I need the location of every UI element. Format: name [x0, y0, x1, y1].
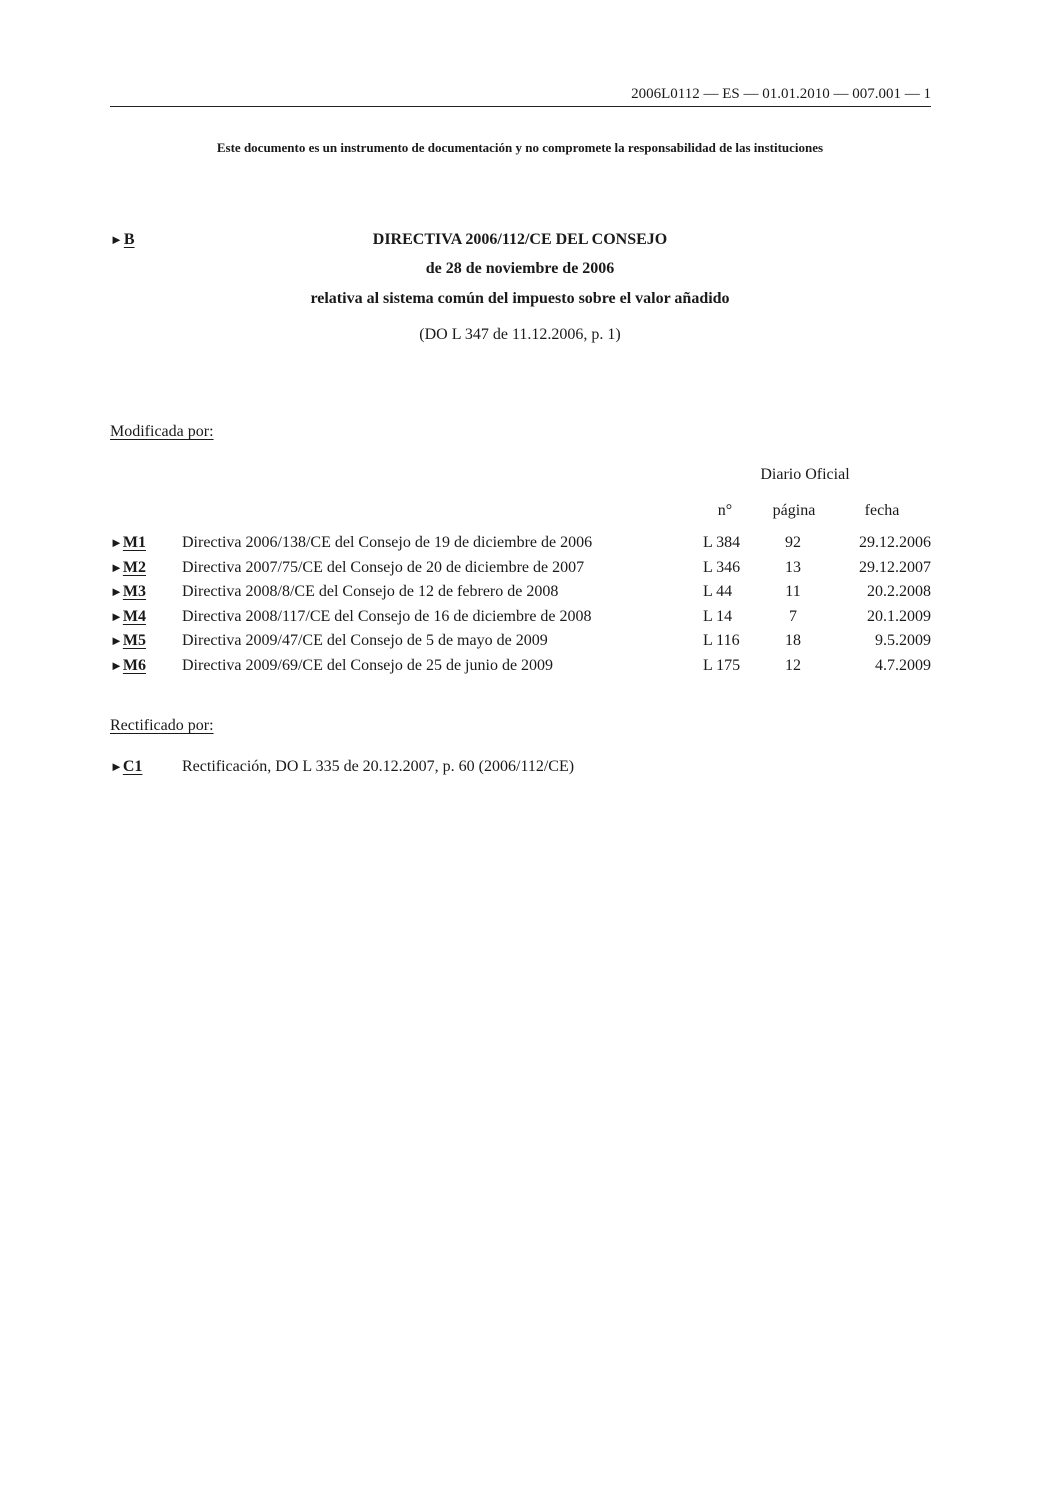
- amendment-journal-date: 4.7.2009: [875, 657, 931, 674]
- amendment-journal-page: 18: [785, 632, 801, 650]
- table-row: [0, 608, 1060, 630]
- amendment-marker[interactable]: [110, 608, 146, 626]
- table-row: [0, 657, 1060, 679]
- amendment-journal-number: L 384: [703, 534, 741, 551]
- amendment-journal-page: 11: [785, 583, 801, 601]
- column-number-header: n°: [717, 502, 733, 519]
- arrow-right-icon: ►: [110, 759, 123, 774]
- amendment-code-link[interactable]: M2: [122, 558, 146, 576]
- amendment-description: Directiva 2006/138/CE del Consejo de 19 de diciembre de 2006: [182, 534, 593, 551]
- amendment-journal-page: 13: [785, 558, 801, 576]
- amendment-journal-date: 20.1.2009: [867, 607, 931, 625]
- amendment-description: Directiva 2008/117/CE del Consejo de 16 de diciembre de 2008: [182, 607, 592, 625]
- table-row: [0, 534, 1060, 556]
- directive-subject-line: relativa al sistema común del impuesto sobre el valor añadido: [310, 290, 730, 307]
- journal-heading: Diario Oficial: [760, 466, 850, 483]
- amendment-description: Directiva 2009/69/CE del Consejo de 25 de junio de 2009: [182, 657, 554, 674]
- amendment-journal-date: 20.2.2008: [867, 583, 931, 601]
- arrow-right-icon: ►: [110, 535, 123, 550]
- amendment-journal-number: L 116: [703, 632, 740, 650]
- disclaimer-text: Este documento es un instrumento de documentación y no compromete la responsabilidad de las instituciones: [216, 140, 824, 155]
- correction-code-link[interactable]: C1: [122, 758, 143, 775]
- amendment-marker[interactable]: [110, 534, 146, 552]
- amendment-description: Directiva 2007/75/CE del Consejo de 20 de diciembre de 2007: [182, 558, 585, 576]
- amendment-marker[interactable]: [110, 559, 146, 577]
- amendment-journal-number: L 346: [703, 558, 741, 576]
- directive-citation: (DO L 347 de 11.12.2006, p. 1): [419, 326, 621, 343]
- amended-by-label: Modificada por:: [110, 423, 214, 440]
- arrow-right-icon: ►: [110, 232, 123, 247]
- amendment-journal-date: 9.5.2009: [875, 632, 931, 650]
- arrow-right-icon: ►: [110, 633, 123, 649]
- amendment-journal-date: 29.12.2006: [859, 534, 931, 551]
- arrow-right-icon: ►: [110, 658, 123, 673]
- amendment-journal-number: L 175: [703, 657, 741, 674]
- amendment-code-link[interactable]: M1: [122, 534, 146, 551]
- amendment-code-link[interactable]: M4: [122, 607, 146, 625]
- amendment-journal-number: L 14: [703, 607, 733, 625]
- base-act-link[interactable]: B: [123, 231, 135, 248]
- amendment-marker[interactable]: [110, 583, 146, 601]
- amendment-marker[interactable]: [110, 632, 146, 650]
- page-header-reference: 2006L0112 — ES — 01.01.2010 — 007.001 — 1: [110, 86, 931, 107]
- corrected-by-label: Rectificado por:: [110, 717, 214, 734]
- amendment-description: Directiva 2008/8/CE del Consejo de 12 de febrero de 2008: [182, 583, 559, 601]
- amendment-marker[interactable]: [110, 657, 146, 675]
- directive-title: [160, 231, 880, 249]
- amendment-code-link[interactable]: M5: [122, 632, 146, 650]
- amendment-journal-number: L 44: [703, 583, 733, 601]
- column-date-header: fecha: [864, 502, 900, 519]
- directive-subject: [160, 290, 880, 308]
- table-row: [0, 559, 1060, 581]
- amendment-journal-page: 12: [785, 657, 801, 674]
- directive-title-line: DIRECTIVA 2006/112/CE DEL CONSEJO: [372, 231, 668, 248]
- directive-date-line: de 28 de noviembre de 2006: [425, 260, 615, 277]
- arrow-right-icon: ►: [110, 559, 123, 575]
- correction-marker[interactable]: [110, 758, 142, 776]
- table-row: [0, 583, 1060, 605]
- base-act-marker[interactable]: [110, 231, 135, 249]
- list-item: [0, 758, 1060, 780]
- amendment-code-link[interactable]: M6: [122, 657, 146, 674]
- arrow-right-icon: ►: [110, 584, 123, 600]
- amendment-journal-page: 92: [785, 534, 801, 551]
- directive-date: [160, 260, 880, 278]
- column-page-header: página: [772, 502, 816, 519]
- table-row: [0, 632, 1060, 654]
- amendment-description: Directiva 2009/47/CE del Consejo de 5 de mayo de 2009: [182, 632, 548, 650]
- arrow-right-icon: ►: [110, 608, 123, 624]
- amendment-journal-date: 29.12.2007: [859, 558, 931, 576]
- amendment-journal-page: 7: [789, 607, 797, 625]
- amendment-code-link[interactable]: M3: [122, 583, 146, 601]
- correction-description: Rectificación, DO L 335 de 20.12.2007, p. 60 (2006/112/CE): [182, 758, 575, 775]
